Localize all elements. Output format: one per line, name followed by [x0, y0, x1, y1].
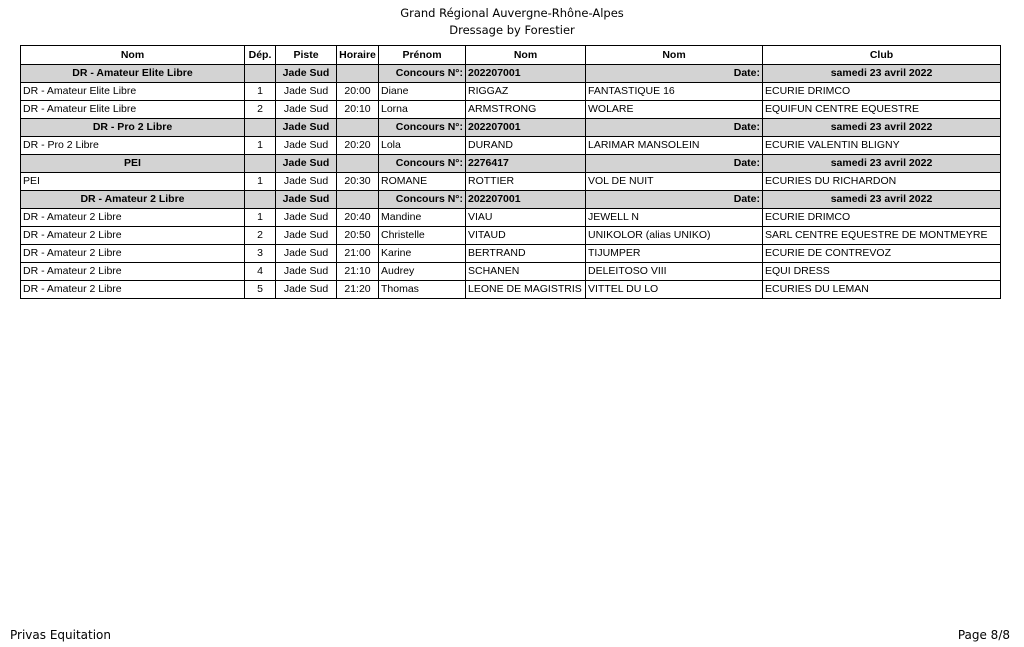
- document-header: [0, 5, 1024, 39]
- cell-club: ECURIE DRIMCO: [763, 83, 1001, 101]
- group-piste: Jade Sud: [276, 155, 337, 173]
- cell-prenom: Diane: [379, 83, 466, 101]
- group-date: samedi 23 avril 2022: [763, 119, 1001, 137]
- cell-prenom: Mandine: [379, 209, 466, 227]
- column-header-cheval: Nom: [586, 46, 763, 65]
- cell-dep: 3: [245, 245, 276, 263]
- cell-prenom: ROMANE: [379, 173, 466, 191]
- table-row: [21, 137, 1001, 155]
- cell-cheval: TIJUMPER: [586, 245, 763, 263]
- group-concours-number: 2276417: [466, 155, 586, 173]
- cell-club: EQUI DRESS: [763, 263, 1001, 281]
- group-date: samedi 23 avril 2022: [763, 191, 1001, 209]
- group-date-label: Date:: [586, 155, 763, 173]
- column-header-dep: Dép.: [245, 46, 276, 65]
- group-empty: [245, 119, 276, 137]
- group-header-row: [21, 119, 1001, 137]
- group-empty: [337, 65, 379, 83]
- cell-prenom: Audrey: [379, 263, 466, 281]
- cell-cheval: VITTEL DU LO: [586, 281, 763, 299]
- group-name: DR - Pro 2 Libre: [21, 119, 245, 137]
- cell-horaire: 20:40: [337, 209, 379, 227]
- cell-dep: 2: [245, 101, 276, 119]
- cell-cheval: FANTASTIQUE 16: [586, 83, 763, 101]
- cell-epreuve: DR - Amateur 2 Libre: [21, 209, 245, 227]
- cell-dep: 1: [245, 83, 276, 101]
- group-empty: [245, 155, 276, 173]
- cell-nom: SCHANEN: [466, 263, 586, 281]
- cell-nom: BERTRAND: [466, 245, 586, 263]
- cell-cheval: VOL DE NUIT: [586, 173, 763, 191]
- footer-organizer: Privas Equitation: [10, 628, 111, 642]
- group-concours-label: Concours N°:: [379, 191, 466, 209]
- cell-piste: Jade Sud: [276, 137, 337, 155]
- cell-prenom: Lorna: [379, 101, 466, 119]
- group-concours-number: 202207001: [466, 65, 586, 83]
- group-empty: [337, 119, 379, 137]
- group-concours-label: Concours N°:: [379, 119, 466, 137]
- cell-piste: Jade Sud: [276, 209, 337, 227]
- cell-dep: 2: [245, 227, 276, 245]
- column-header-club: Club: [763, 46, 1001, 65]
- group-empty: [245, 65, 276, 83]
- cell-horaire: 20:50: [337, 227, 379, 245]
- cell-nom: ARMSTRONG: [466, 101, 586, 119]
- group-concours-label: Concours N°:: [379, 65, 466, 83]
- column-header-piste: Piste: [276, 46, 337, 65]
- column-header-prenom: Prénom: [379, 46, 466, 65]
- group-concours-number: 202207001: [466, 191, 586, 209]
- cell-club: ECURIES DU LEMAN: [763, 281, 1001, 299]
- cell-club: ECURIE DRIMCO: [763, 209, 1001, 227]
- cell-nom: ROTTIER: [466, 173, 586, 191]
- footer-page-number: Page 8/8: [957, 628, 1010, 642]
- table-row: [21, 281, 1001, 299]
- cell-piste: Jade Sud: [276, 245, 337, 263]
- table-row: [21, 101, 1001, 119]
- group-header-row: [21, 191, 1001, 209]
- cell-epreuve: DR - Amateur 2 Libre: [21, 227, 245, 245]
- group-piste: Jade Sud: [276, 191, 337, 209]
- cell-epreuve: PEI: [21, 173, 245, 191]
- cell-dep: 5: [245, 281, 276, 299]
- cell-club: SARL CENTRE EQUESTRE DE MONTMEYRE: [763, 227, 1001, 245]
- column-header-nom: Nom: [466, 46, 586, 65]
- cell-club: EQUIFUN CENTRE EQUESTRE: [763, 101, 1001, 119]
- column-header-horaire: Horaire: [337, 46, 379, 65]
- cell-nom: LEONE DE MAGISTRIS: [466, 281, 586, 299]
- cell-piste: Jade Sud: [276, 263, 337, 281]
- cell-nom: RIGGAZ: [466, 83, 586, 101]
- group-date: samedi 23 avril 2022: [763, 65, 1001, 83]
- cell-dep: 4: [245, 263, 276, 281]
- cell-epreuve: DR - Amateur 2 Libre: [21, 245, 245, 263]
- table-row: [21, 263, 1001, 281]
- cell-piste: Jade Sud: [276, 173, 337, 191]
- column-header-epreuve: Nom: [21, 46, 245, 65]
- cell-cheval: DELEITOSO VIII: [586, 263, 763, 281]
- group-date-label: Date:: [586, 191, 763, 209]
- table-row: [21, 209, 1001, 227]
- group-name: PEI: [21, 155, 245, 173]
- cell-club: ECURIE VALENTIN BLIGNY: [763, 137, 1001, 155]
- cell-epreuve: DR - Amateur Elite Libre: [21, 101, 245, 119]
- cell-cheval: LARIMAR MANSOLEIN: [586, 137, 763, 155]
- cell-epreuve: DR - Amateur 2 Libre: [21, 281, 245, 299]
- cell-prenom: Christelle: [379, 227, 466, 245]
- cell-epreuve: DR - Pro 2 Libre: [21, 137, 245, 155]
- cell-horaire: 20:30: [337, 173, 379, 191]
- group-date: samedi 23 avril 2022: [763, 155, 1001, 173]
- document-subtitle: Dressage by Forestier: [449, 23, 575, 37]
- cell-nom: VITAUD: [466, 227, 586, 245]
- cell-nom: VIAU: [466, 209, 586, 227]
- cell-piste: Jade Sud: [276, 101, 337, 119]
- group-piste: Jade Sud: [276, 119, 337, 137]
- group-empty: [337, 191, 379, 209]
- cell-cheval: UNIKOLOR (alias UNIKO): [586, 227, 763, 245]
- table-header-row: [21, 46, 1001, 65]
- cell-dep: 1: [245, 137, 276, 155]
- schedule-table: [20, 45, 1001, 299]
- group-concours-number: 202207001: [466, 119, 586, 137]
- table-row: [21, 227, 1001, 245]
- group-empty: [337, 155, 379, 173]
- group-date-label: Date:: [586, 65, 763, 83]
- cell-horaire: 21:20: [337, 281, 379, 299]
- cell-prenom: Lola: [379, 137, 466, 155]
- cell-epreuve: DR - Amateur Elite Libre: [21, 83, 245, 101]
- group-piste: Jade Sud: [276, 65, 337, 83]
- cell-cheval: WOLARE: [586, 101, 763, 119]
- cell-club: ECURIES DU RICHARDON: [763, 173, 1001, 191]
- cell-horaire: 21:10: [337, 263, 379, 281]
- table-row: [21, 83, 1001, 101]
- cell-horaire: 20:00: [337, 83, 379, 101]
- document-title: Grand Régional Auvergne-Rhône-Alpes: [400, 6, 624, 20]
- cell-nom: DURAND: [466, 137, 586, 155]
- cell-horaire: 20:10: [337, 101, 379, 119]
- cell-horaire: 20:20: [337, 137, 379, 155]
- group-empty: [245, 191, 276, 209]
- cell-epreuve: DR - Amateur 2 Libre: [21, 263, 245, 281]
- cell-horaire: 21:00: [337, 245, 379, 263]
- group-header-row: [21, 65, 1001, 83]
- table-row: [21, 173, 1001, 191]
- group-header-row: [21, 155, 1001, 173]
- cell-cheval: JEWELL N: [586, 209, 763, 227]
- cell-prenom: Thomas: [379, 281, 466, 299]
- cell-piste: Jade Sud: [276, 83, 337, 101]
- cell-dep: 1: [245, 209, 276, 227]
- cell-piste: Jade Sud: [276, 227, 337, 245]
- cell-dep: 1: [245, 173, 276, 191]
- cell-prenom: Karine: [379, 245, 466, 263]
- cell-piste: Jade Sud: [276, 281, 337, 299]
- table-row: [21, 245, 1001, 263]
- group-name: DR - Amateur Elite Libre: [21, 65, 245, 83]
- group-concours-label: Concours N°:: [379, 155, 466, 173]
- group-date-label: Date:: [586, 119, 763, 137]
- group-name: DR - Amateur 2 Libre: [21, 191, 245, 209]
- cell-club: ECURIE DE CONTREVOZ: [763, 245, 1001, 263]
